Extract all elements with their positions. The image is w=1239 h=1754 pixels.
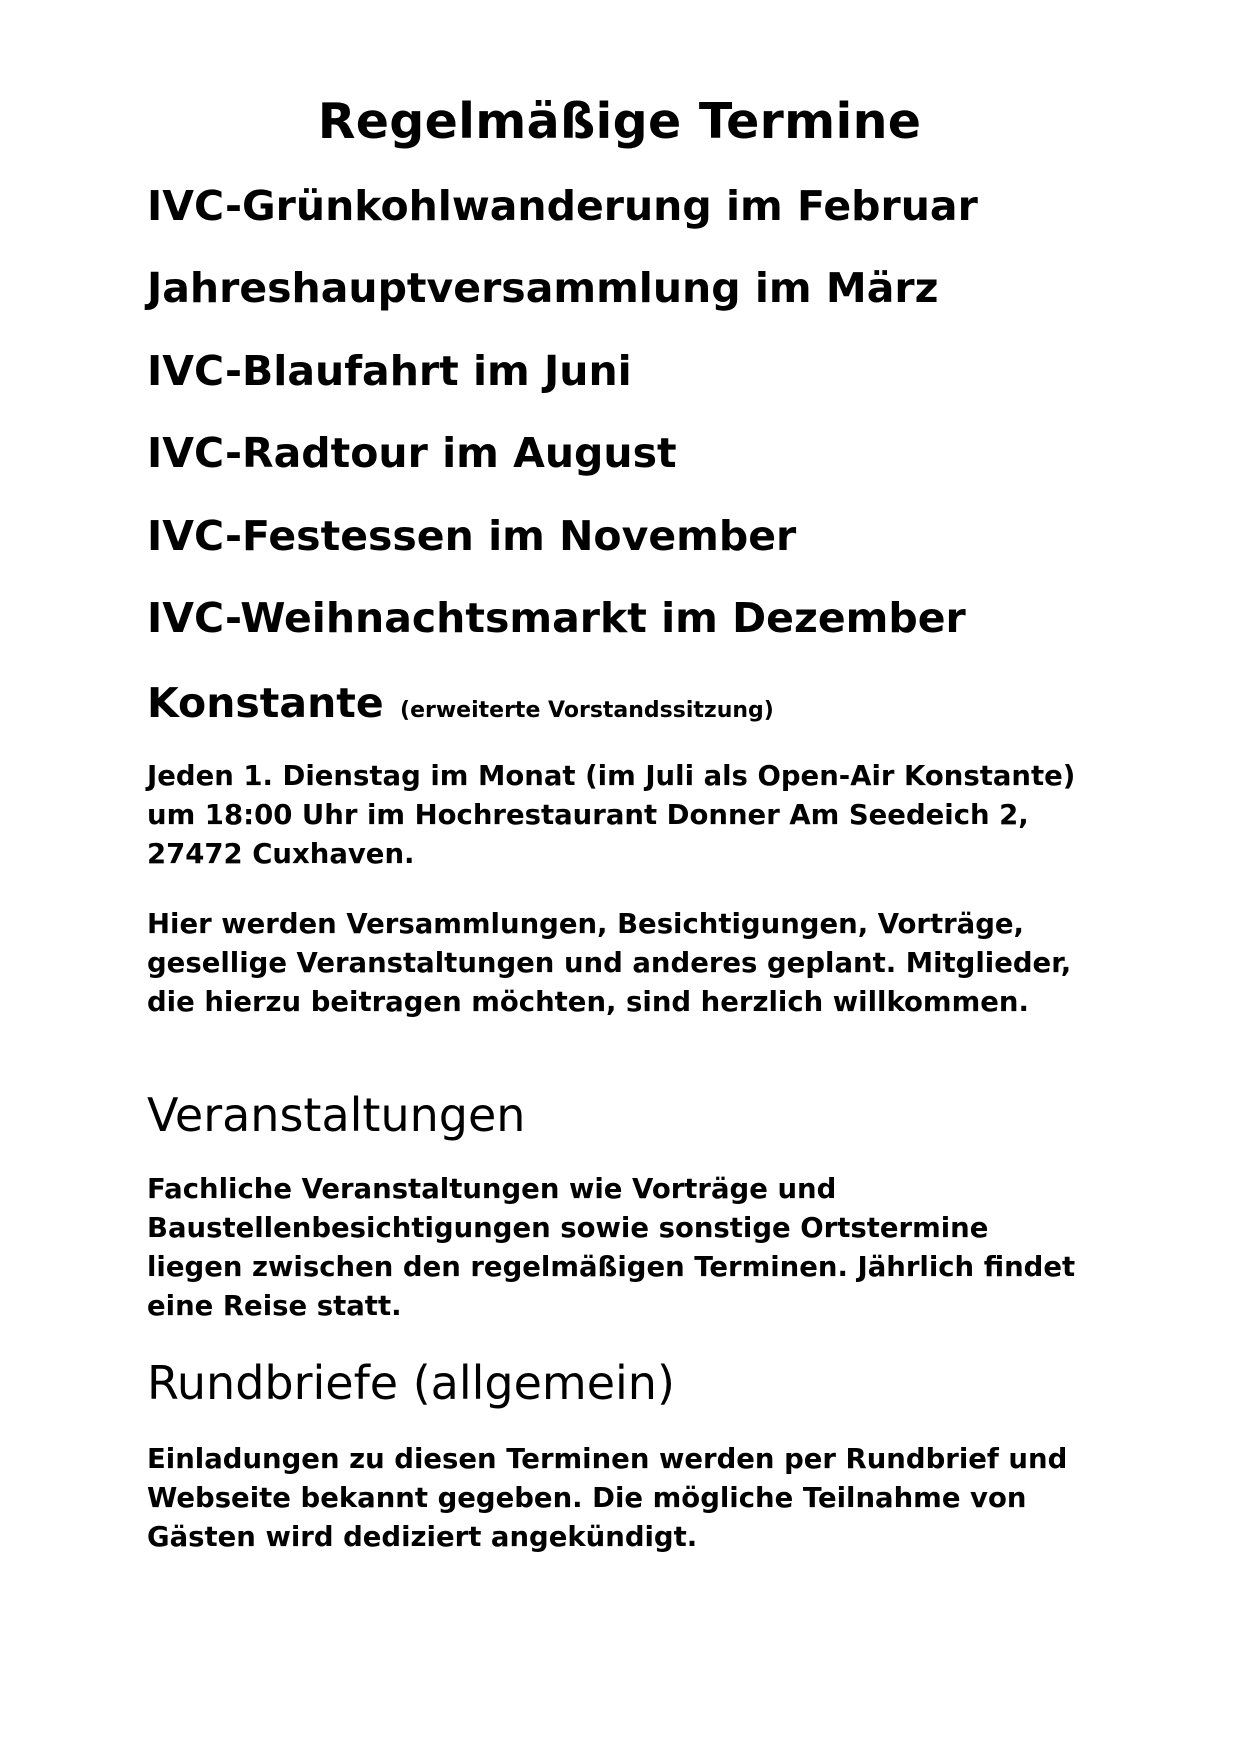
event-weihnachtsmarkt: IVC-Weihnachtsmarkt im Dezember	[147, 594, 966, 642]
page-title: Regelmäßige Termine	[317, 93, 922, 150]
konstante-schedule-paragraph: Jeden 1. Dienstag im Monat (im Juli als Open-Air Konstante) um 18:00 Uhr im Hochrestaurant Donner Am Seedeich 2, 27472 Cuxhaven.	[147, 760, 1076, 870]
event-blaufahrt: IVC-Blaufahrt im Juni	[147, 347, 632, 395]
event-gruenkohlwanderung: IVC-Grünkohlwanderung im Februar	[147, 182, 978, 230]
konstante-heading	[147, 675, 774, 739]
event-radtour: IVC-Radtour im August	[147, 429, 677, 477]
veranstaltungen-heading: Veranstaltungen	[147, 1088, 526, 1142]
rundbriefe-heading: Rundbriefe (allgemein)	[147, 1356, 675, 1410]
konstante-subtitle: (erweiterte Vorstandssitzung)	[400, 698, 774, 723]
event-jahreshauptversammlung: Jahreshauptversammlung im März	[147, 264, 939, 312]
rundbriefe-paragraph: Einladungen zu diesen Terminen werden per Rundbrief und Webseite bekannt gegeben. Die mögliche Teilnahme von Gästen wird dediziert angekündigt.	[147, 1443, 1068, 1553]
veranstaltungen-paragraph: Fachliche Veranstaltungen wie Vorträge und Baustellenbesichtigungen sowie sonstige Ortstermine liegen zwischen den regelmäßigen Terminen. Jährlich findet eine Reise statt.	[147, 1173, 1076, 1322]
konstante-description-paragraph: Hier werden Versammlungen, Besichtigungen, Vorträge, gesellige Veranstaltungen und anderes geplant. Mitglieder, die hierzu beitragen möchten, sind herzlich willkommen.	[147, 908, 1072, 1018]
konstante-title: Konstante	[147, 679, 384, 727]
event-festessen: IVC-Festessen im November	[147, 512, 797, 560]
